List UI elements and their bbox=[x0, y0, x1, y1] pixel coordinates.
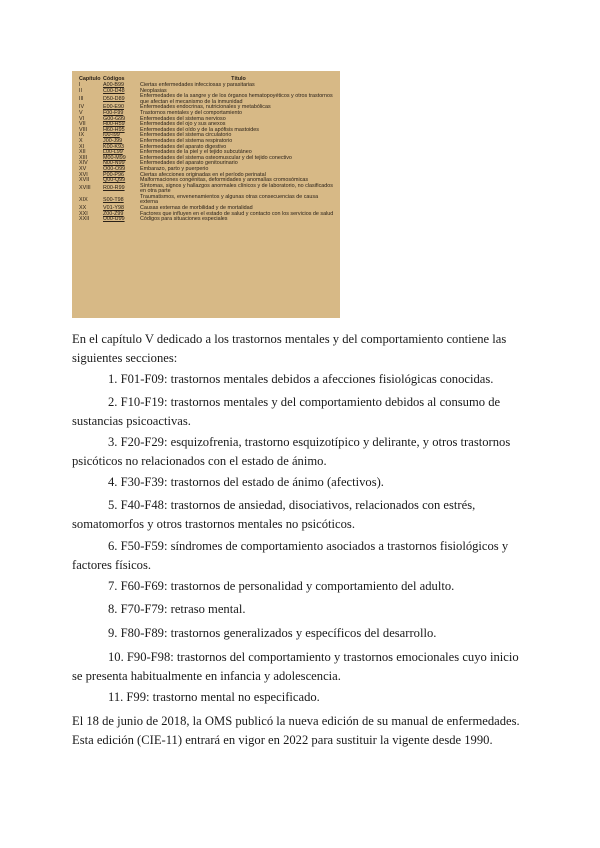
chapter-cell: XI bbox=[79, 143, 85, 150]
title-cell: Enfermedades del sistema nervioso bbox=[140, 115, 226, 122]
chapter-cell: XV bbox=[79, 165, 87, 172]
title-cell: Enfermedades de la sangre y de los órganos hematopoyéticos y otros trastornos que afectan el mecanismo de la inmunidad bbox=[140, 93, 333, 105]
title-cell: Malformaciones congénitas, deformidades y anomalías cromosómicas bbox=[140, 177, 309, 184]
header-codigos: Códigos bbox=[103, 76, 125, 83]
chapter-cell: XVII bbox=[79, 177, 90, 184]
chapter-cell: II bbox=[79, 87, 82, 94]
codes-cell: R00-R99 bbox=[103, 185, 125, 192]
codes-cell: D50-D89 bbox=[103, 95, 125, 102]
title-cell: Causas externas de morbilidad y de mortalidad bbox=[140, 205, 253, 212]
title-cell: Ciertas afecciones originadas en el período perinatal bbox=[140, 171, 266, 178]
codes-cell: O00-O99 bbox=[103, 165, 126, 172]
chapter-cell: III bbox=[79, 95, 84, 102]
list-item: 4. F30-F39: trastornos del estado de ánimo (afectivos). bbox=[108, 475, 384, 489]
header-capitulo: Capítulo bbox=[79, 76, 101, 83]
title-cell: Síntomas, signos y hallazgos anormales clínicos y de laboratorio, no clasificados en otra parte bbox=[140, 182, 333, 195]
chapter-cell: XII bbox=[79, 149, 86, 156]
title-cell: Enfermedades del sistema osteomuscular y del tejido conectivo bbox=[140, 154, 292, 161]
list-item: 1. F01-F09: trastornos mentales debidos a afecciones fisiológicas conocidas. bbox=[108, 372, 494, 386]
chapter-cell: VII bbox=[79, 121, 86, 128]
codes-cell: L00-L99 bbox=[103, 149, 123, 156]
chapter-cell: VIII bbox=[79, 126, 88, 133]
title-cell: Factores que influyen en el estado de salud y contacto con los servicios de salud bbox=[140, 210, 334, 217]
title-cell: Neoplasias bbox=[140, 87, 167, 94]
codes-cell: C00-D48 bbox=[103, 87, 125, 94]
codes-cell: I00-I99 bbox=[103, 132, 120, 139]
chapter-cell: IX bbox=[79, 132, 85, 139]
codes-cell: E00-E90 bbox=[103, 104, 124, 111]
codes-cell: Q00-Q99 bbox=[103, 177, 126, 184]
list-item: 6. F50-F59: síndromes de comportamiento asociados a trastornos fisiológicos y factores físicos. bbox=[72, 539, 509, 572]
codes-cell: H60-H95 bbox=[103, 126, 125, 133]
list-item: 2. F10-F19: trastornos mentales y del comportamiento debidos al consumo de sustancias psicoactivas. bbox=[72, 395, 501, 428]
title-cell: Ciertas enfermedades infecciosas y parasitarias bbox=[140, 82, 255, 88]
list-item: 7. F60-F69: trastornos de personalidad y comportamiento del adulto. bbox=[108, 579, 455, 593]
codes-cell: N00-N99 bbox=[103, 160, 125, 167]
codes-cell: S00-T98 bbox=[103, 196, 124, 203]
title-cell: Trastornos mentales y del comportamiento bbox=[140, 109, 242, 116]
chapter-cell: XIII bbox=[79, 154, 88, 161]
codes-cell: K00-K93 bbox=[103, 143, 124, 150]
table-row bbox=[75, 217, 337, 223]
codes-cell: P00-P96 bbox=[103, 171, 124, 178]
title-cell: Enfermedades del oído y de la apófisis mastoides bbox=[140, 126, 259, 133]
codes-cell: U00-U99 bbox=[103, 216, 125, 223]
codes-cell: Z00-Z99 bbox=[103, 210, 124, 217]
title-cell: Traumatismos, envenenamientos y algunas otras consecuencias de causa externa bbox=[140, 193, 319, 206]
codes-cell: A00-B99 bbox=[103, 82, 124, 88]
list-item: 11. F99: trastorno mental no especificado. bbox=[108, 690, 320, 704]
icd-chapters-table-image bbox=[72, 71, 340, 318]
chapter-cell: XXII bbox=[79, 216, 90, 223]
list-item: 9. F80-F89: trastornos generalizados y específicos del desarrollo. bbox=[108, 626, 437, 640]
chapter-cell: IV bbox=[79, 104, 85, 111]
table-body bbox=[75, 83, 337, 223]
chapter-cell: XXI bbox=[79, 210, 88, 217]
chapter-cell: XIX bbox=[79, 196, 88, 203]
codes-cell: V01-Y98 bbox=[103, 205, 124, 212]
codes-cell: G00-G99 bbox=[103, 115, 126, 122]
chapter-cell: XVIII bbox=[79, 185, 91, 192]
list-item: 8. F70-F79: retraso mental. bbox=[108, 602, 246, 616]
chapter-cell: V bbox=[79, 109, 83, 116]
title-cell: Enfermedades del sistema circulatorio bbox=[140, 132, 232, 139]
title-cell: Enfermedades del aparato digestivo bbox=[140, 143, 227, 150]
title-cell: Enfermedades del sistema respiratorio bbox=[140, 137, 233, 144]
chapter-cell: VI bbox=[79, 115, 85, 122]
list-item: 5. F40-F48: trastornos de ansiedad, disociativos, relacionados con estrés, somatomorfos y otros trastornos mentales no psicóticos. bbox=[72, 498, 476, 531]
header-titulo: Título bbox=[231, 76, 246, 83]
title-cell: Enfermedades endocrinas, nutricionales y metabólicas bbox=[140, 104, 271, 111]
title-cell: Enfermedades del aparato genitourinario bbox=[140, 160, 238, 167]
closing-paragraph: El 18 de junio de 2018, la OMS publicó la nueva edición de su manual de enfermedades. Esta edición (CIE-11) entrará en vigor en 2022 para sustituir la vigente desde 1990. bbox=[72, 714, 520, 747]
chapter-cell: X bbox=[79, 137, 83, 144]
codes-cell: M00-M99 bbox=[103, 154, 126, 161]
codes-cell: F00-F99 bbox=[103, 109, 124, 116]
title-cell: Códigos para situaciones especiales bbox=[140, 216, 228, 223]
title-cell: Embarazo, parto y puerperio bbox=[140, 165, 209, 172]
chapter-cell: I bbox=[79, 82, 81, 88]
codes-cell: H00-H59 bbox=[103, 121, 125, 128]
chapter-cell: XVI bbox=[79, 171, 88, 178]
list-item: 3. F20-F29: esquizofrenia, trastorno esquizotípico y delirante, y otros trastornos psicóticos no relacionados con el estado de ánimo. bbox=[72, 435, 511, 468]
intro-paragraph: En el capítulo V dedicado a los trastornos mentales y del comportamiento contiene las siguientes secciones: bbox=[72, 332, 507, 365]
codes-cell: J00-J99 bbox=[103, 137, 123, 144]
title-cell: Enfermedades del ojo y sus anexos bbox=[140, 121, 226, 128]
title-cell: Enfermedades de la piel y el tejido subcutáneo bbox=[140, 149, 252, 156]
chapter-cell: XX bbox=[79, 205, 87, 212]
list-item: 10. F90-F98: trastornos del comportamiento y trastornos emocionales cuyo inicio se presenta habitualmente en infancia y adolescencia. bbox=[72, 650, 519, 683]
chapter-cell: XIV bbox=[79, 160, 88, 167]
